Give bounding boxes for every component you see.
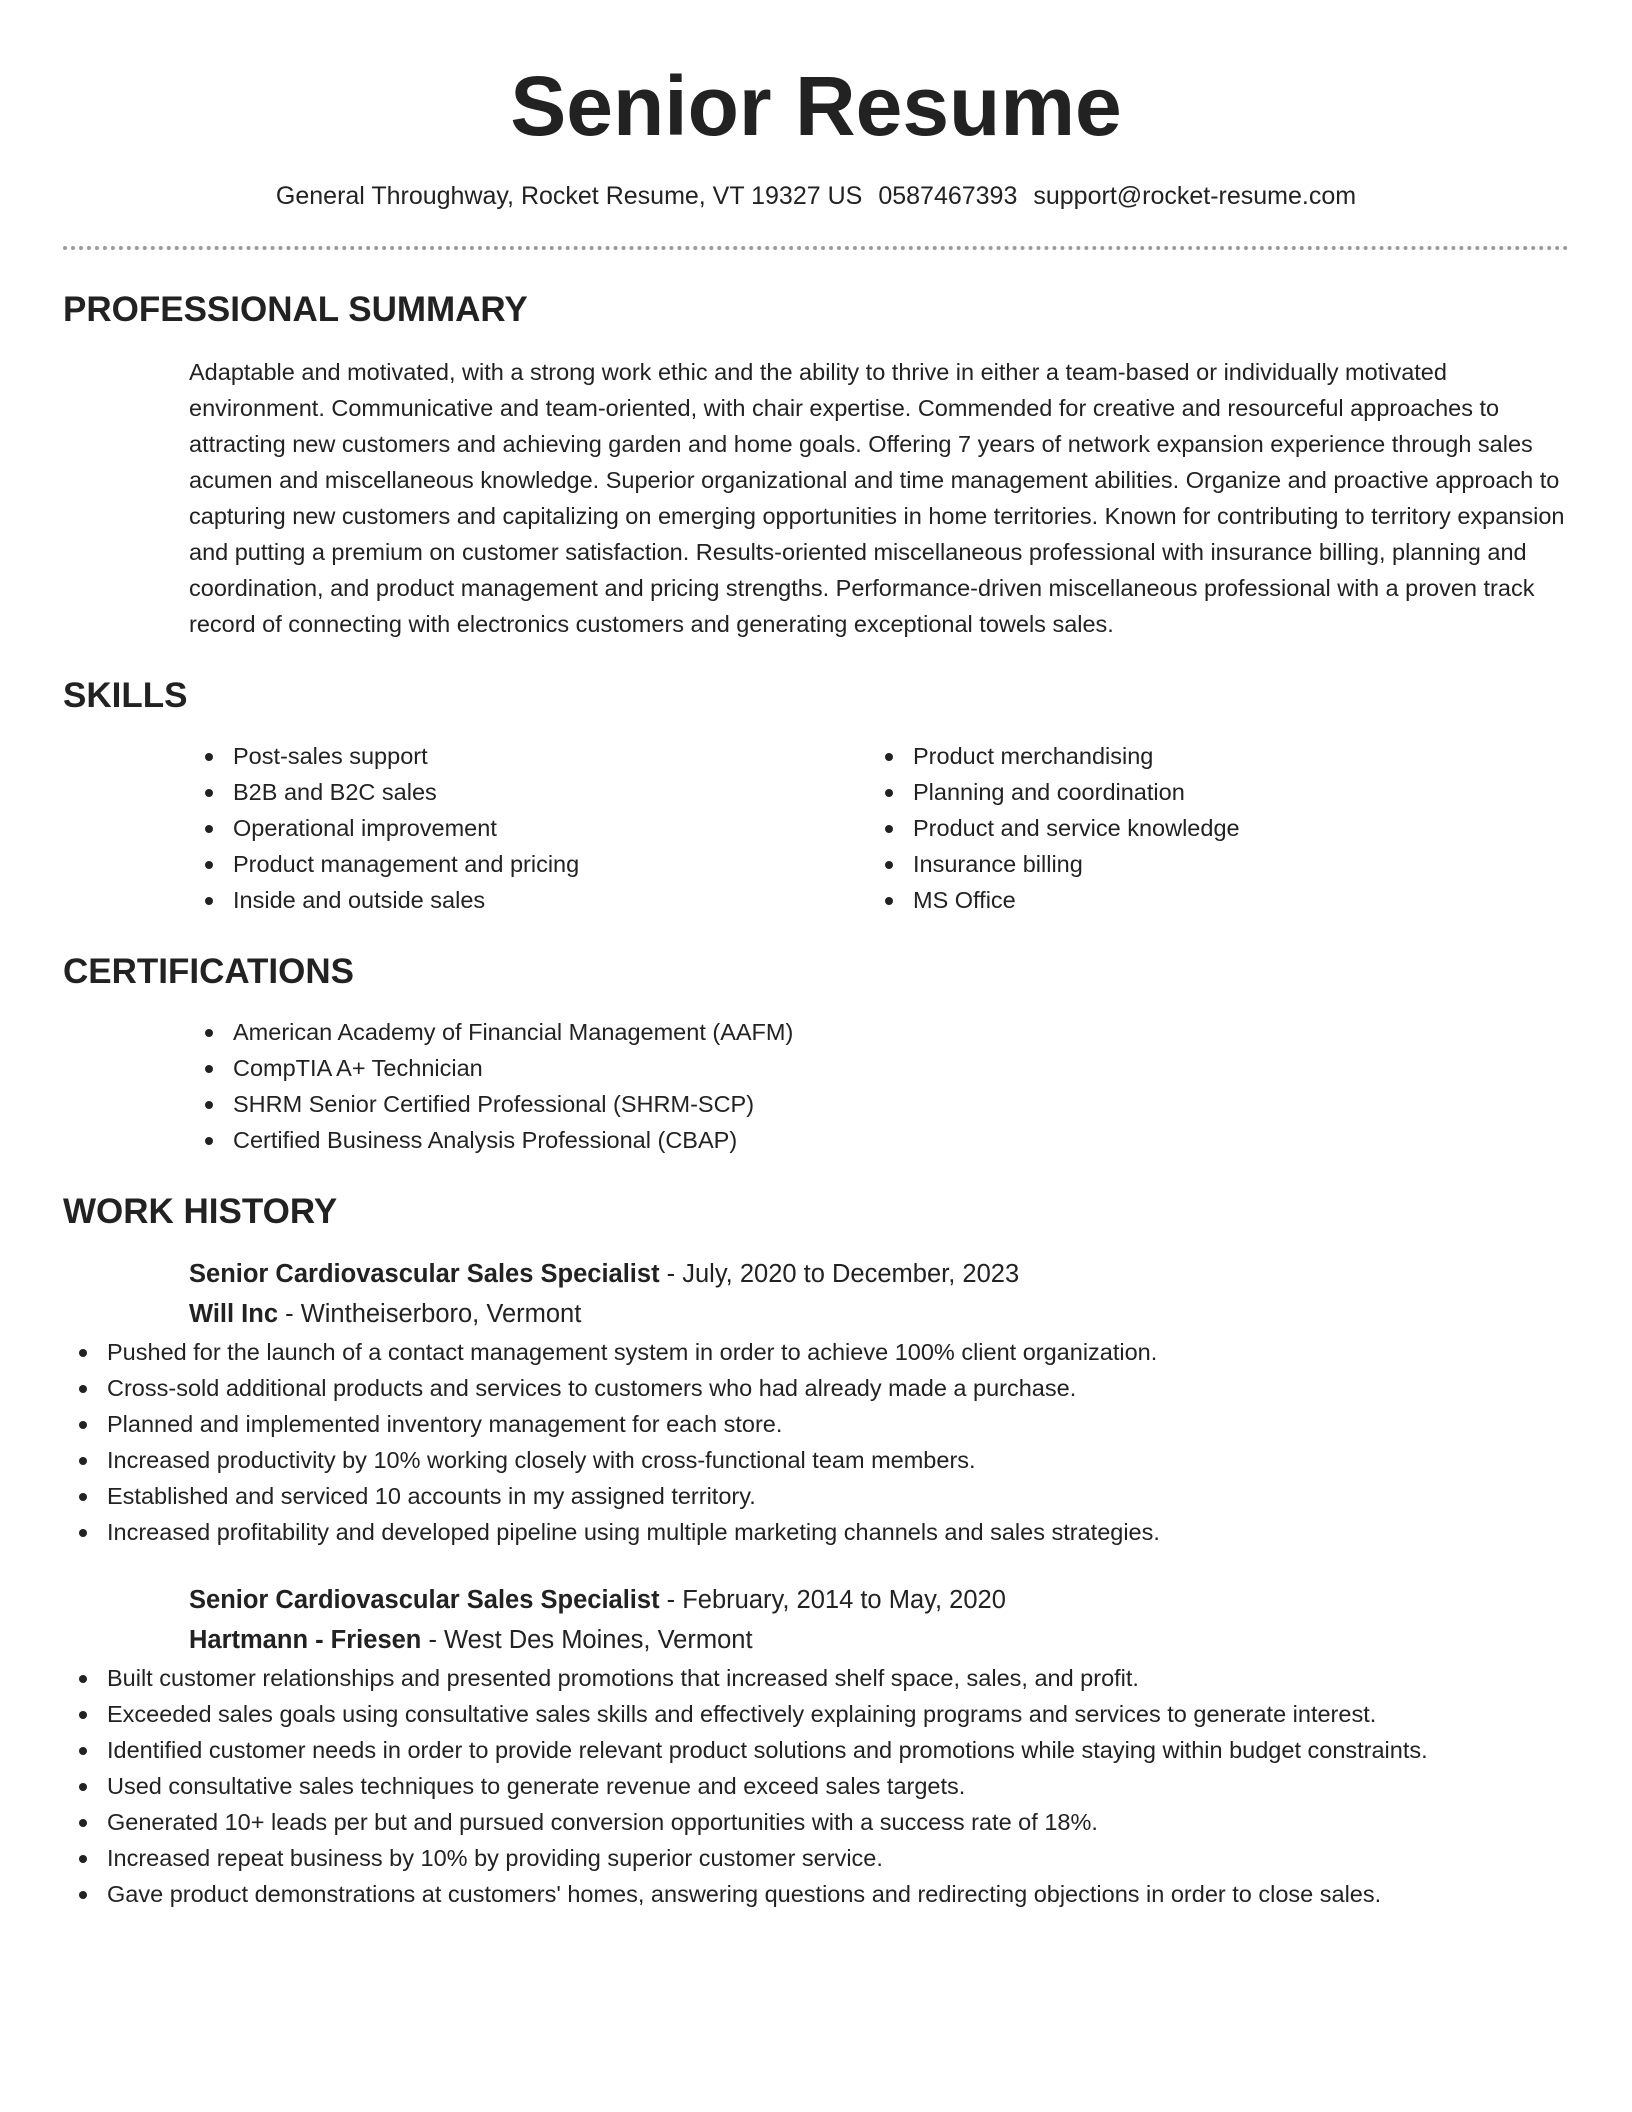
certification-item: American Academy of Financial Management (AAFM): [189, 1014, 1569, 1050]
job-bullet: Gave product demonstrations at customers' homes, answering questions and redirecting objections in order to close sales.: [63, 1876, 1569, 1912]
job-title-line: [189, 1254, 1569, 1294]
skill-item: Post-sales support: [189, 738, 869, 774]
job-bullet: Planned and implemented inventory management for each store.: [63, 1406, 1569, 1442]
job-role: Senior Cardiovascular Sales Specialist: [189, 1586, 660, 1614]
contact-email: support@rocket-resume.com: [1033, 182, 1357, 210]
contact-address: General Throughway, Rocket Resume, VT 19327 US: [275, 182, 863, 210]
job-entry: [63, 1580, 1569, 1912]
job-bullet: Increased repeat business by 10% by providing superior customer service.: [63, 1840, 1569, 1876]
skill-item: MS Office: [869, 882, 1549, 918]
section-title-certifications: CERTIFICATIONS: [63, 952, 355, 991]
job-title-line: [189, 1580, 1569, 1620]
job-bullet: Cross-sold additional products and services to customers who had already made a purchase.: [63, 1370, 1569, 1406]
skills-list: [189, 738, 1569, 918]
job-bullet: Used consultative sales techniques to generate revenue and exceed sales targets.: [63, 1768, 1569, 1804]
resume-name: Senior Resume: [510, 59, 1122, 153]
skill-item: Inside and outside sales: [189, 882, 869, 918]
job-bullet: Identified customer needs in order to provide relevant product solutions and promotions while staying within budget constraints.: [63, 1732, 1569, 1768]
skill-item: Planning and coordination: [869, 774, 1549, 810]
contact-phone: 0587467393: [878, 182, 1018, 210]
summary-text: Adaptable and motivated, with a strong work ethic and the ability to thrive in either a team-based or individually motivated environment. Communicative and team-oriented, with chair expertise. Commended for creative and resourceful approaches to attracting new customers and achieving garden and home goals. Offering 7 years of network expansion experience through sales acumen and miscellaneous knowledge. Superior organizational and time management abilities. Organize and proactive approach to capturing new customers and capitalizing on emerging opportunities in home territories. Known for contributing to territory expansion and putting a premium on customer satisfaction. Results-oriented miscellaneous professional with insurance billing, planning and coordination, and product management and pricing strengths. Performance-driven miscellaneous professional with a proven track record of connecting with electronics customers and generating exceptional towels sales.: [189, 359, 1565, 637]
skills-column-right: [869, 738, 1549, 918]
certifications-list: [189, 1014, 1569, 1158]
skill-item: Product management and pricing: [189, 846, 869, 882]
job-dates: - February, 2014 to May, 2020: [659, 1586, 1006, 1614]
skill-item: Insurance billing: [869, 846, 1549, 882]
certification-item: CompTIA A+ Technician: [189, 1050, 1569, 1086]
skill-item: Product merchandising: [869, 738, 1549, 774]
job-bullet: Built customer relationships and presented promotions that increased shelf space, sales, and profit.: [63, 1660, 1569, 1696]
job-dates: - July, 2020 to December, 2023: [659, 1260, 1020, 1288]
header-divider: [63, 246, 1569, 250]
job-bullet: Established and serviced 10 accounts in my assigned territory.: [63, 1478, 1569, 1514]
job-bullets: [63, 1334, 1569, 1550]
job-bullet: Generated 10+ leads per but and pursued conversion opportunities with a success rate of 18%.: [63, 1804, 1569, 1840]
job-role: Senior Cardiovascular Sales Specialist: [189, 1260, 660, 1288]
skill-item: Product and service knowledge: [869, 810, 1549, 846]
skills-column-left: [189, 738, 869, 918]
skill-item: B2B and B2C sales: [189, 774, 869, 810]
job-bullet: Pushed for the launch of a contact management system in order to achieve 100% client organization.: [63, 1334, 1569, 1370]
skill-item: Operational improvement: [189, 810, 869, 846]
certification-item: SHRM Senior Certified Professional (SHRM-SCP): [189, 1086, 1569, 1122]
section-title-work-history: WORK HISTORY: [63, 1192, 338, 1231]
job-bullet: Increased productivity by 10% working closely with cross-functional team members.: [63, 1442, 1569, 1478]
job-bullet: Increased profitability and developed pipeline using multiple marketing channels and sales strategies.: [63, 1514, 1569, 1550]
contact-line: [63, 180, 1569, 212]
job-bullet: Exceeded sales goals using consultative sales skills and effectively explaining programs and services to generate interest.: [63, 1696, 1569, 1732]
job-company-line: [189, 1620, 1569, 1660]
job-location: - Wintheiserboro, Vermont: [278, 1300, 582, 1328]
job-company: Hartmann - Friesen: [189, 1626, 422, 1654]
section-title-summary: PROFESSIONAL SUMMARY: [63, 290, 528, 329]
job-bullets: [63, 1660, 1569, 1912]
job-location: - West Des Moines, Vermont: [421, 1626, 753, 1654]
certification-item: Certified Business Analysis Professional (CBAP): [189, 1122, 1569, 1158]
section-title-skills: SKILLS: [63, 676, 188, 715]
job-company: Will Inc: [189, 1300, 279, 1328]
job-company-line: [189, 1294, 1569, 1334]
job-entry: [63, 1254, 1569, 1550]
